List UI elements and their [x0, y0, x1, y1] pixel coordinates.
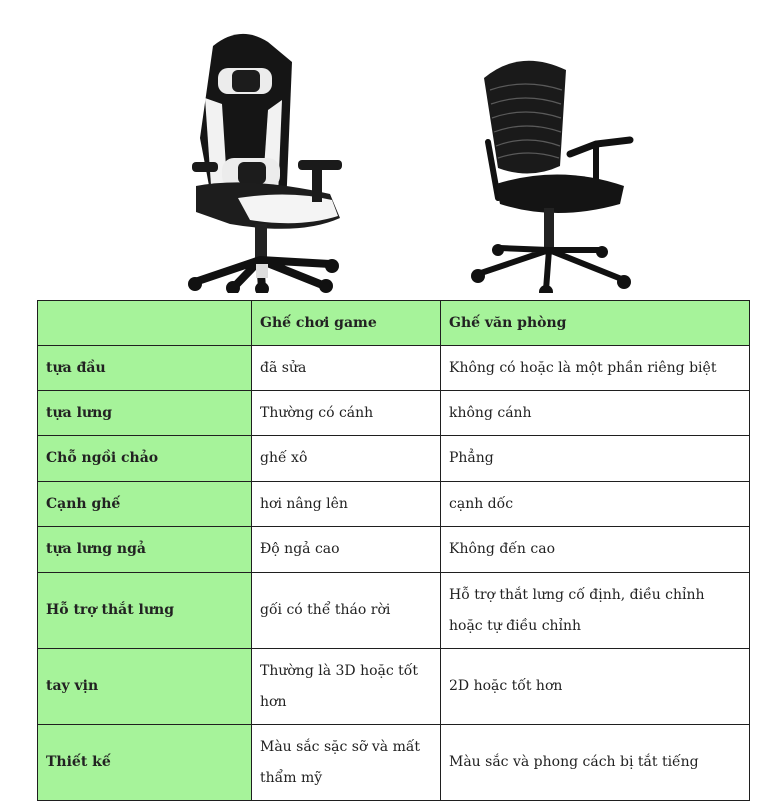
row-label: Chỗ ngồi chảo — [38, 436, 252, 482]
office-cell: Màu sắc và phong cách bị tắt tiếng — [441, 725, 750, 801]
office-cell: không cánh — [441, 391, 750, 436]
row-label: Thiết kế — [38, 725, 252, 801]
table-header-row — [38, 301, 750, 346]
header-cell-office: Ghế văn phòng — [441, 301, 750, 346]
row-label: tựa lưng — [38, 391, 252, 436]
office-cell: Không đến cao — [441, 527, 750, 573]
header-cell-empty — [38, 301, 252, 346]
gaming-cell: Độ ngả cao — [252, 527, 441, 573]
table-row — [38, 346, 750, 391]
gaming-cell: hơi nâng lên — [252, 482, 441, 527]
table-row — [38, 436, 750, 482]
office-cell: Phẳng — [441, 436, 750, 482]
table-row — [38, 391, 750, 436]
row-label: tay vịn — [38, 649, 252, 725]
gaming-chair-image — [188, 34, 342, 293]
row-label: tựa đầu — [38, 346, 252, 391]
table-row — [38, 573, 750, 649]
chair-illustrations — [0, 18, 775, 293]
office-cell: cạnh dốc — [441, 482, 750, 527]
table-row — [38, 482, 750, 527]
row-label: Cạnh ghế — [38, 482, 252, 527]
office-cell: Hỗ trợ thắt lưng cố định, điều chỉnh hoặc tự điều chỉnh — [441, 573, 750, 649]
table-row — [38, 527, 750, 573]
gaming-cell: Thường có cánh — [252, 391, 441, 436]
comparison-table — [37, 300, 750, 801]
table-row — [38, 725, 750, 801]
gaming-cell: Thường là 3D hoặc tốt hơn — [252, 649, 441, 725]
gaming-cell: gối có thể tháo rời — [252, 573, 441, 649]
row-label: Hỗ trợ thắt lưng — [38, 573, 252, 649]
header-cell-gaming: Ghế chơi game — [252, 301, 441, 346]
gaming-cell: đã sửa — [252, 346, 441, 391]
gaming-cell: ghế xô — [252, 436, 441, 482]
office-cell: 2D hoặc tốt hơn — [441, 649, 750, 725]
row-label: tựa lưng ngả — [38, 527, 252, 573]
office-chair-image — [471, 61, 631, 293]
table-row — [38, 649, 750, 725]
gaming-cell: Màu sắc sặc sỡ và mất thẩm mỹ — [252, 725, 441, 801]
office-cell: Không có hoặc là một phần riêng biệt — [441, 346, 750, 391]
